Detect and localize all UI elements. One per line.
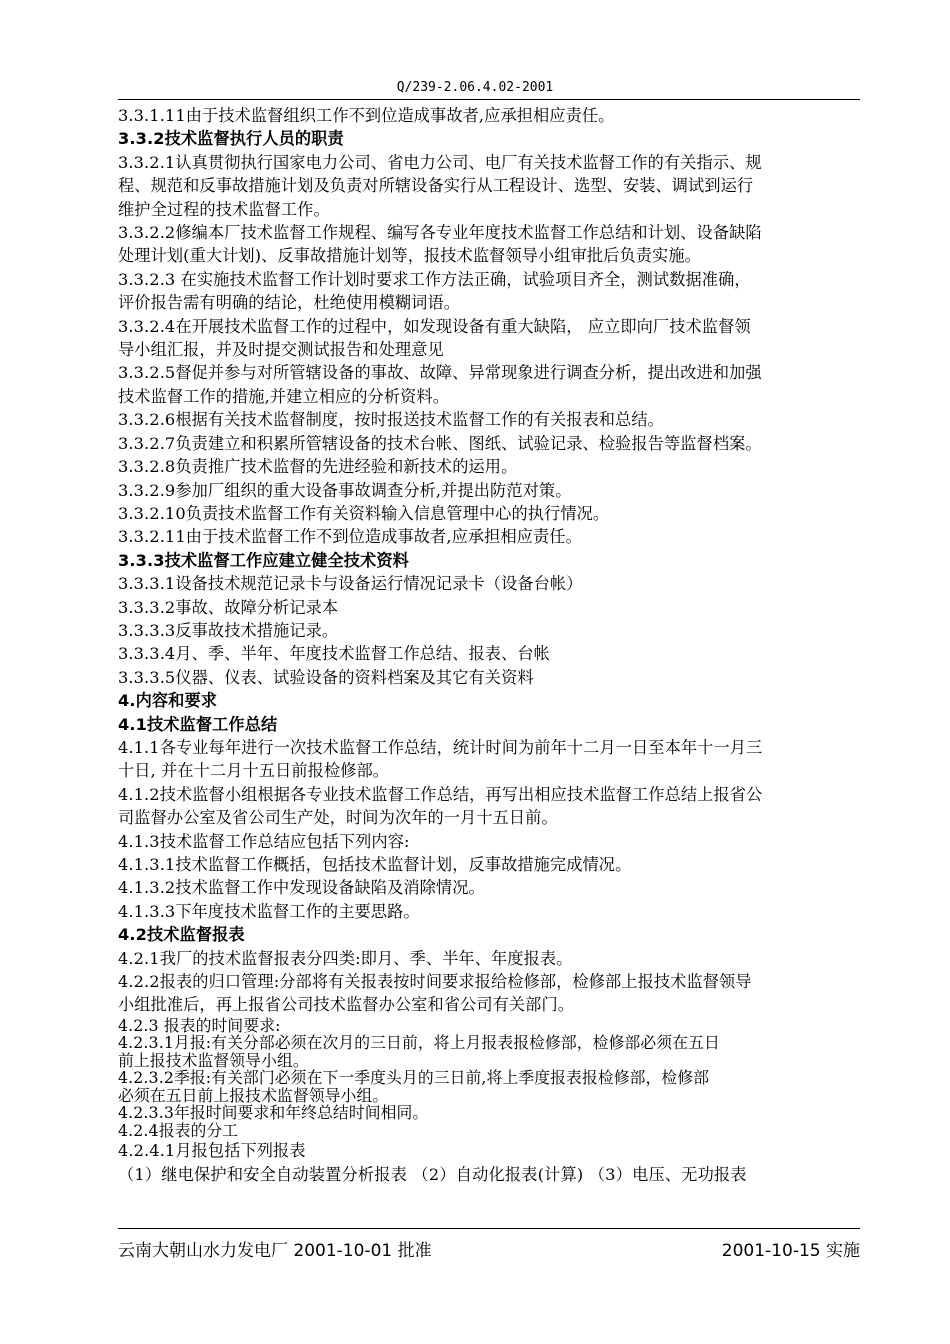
- paragraph-line: 程、规范和反事故措施计划及负责对所辖设备实行从工程设计、选型、安装、调试到运行: [118, 176, 754, 196]
- paragraph-line: 技术监督工作的措施,并建立相应的分析资料。: [118, 386, 449, 406]
- paragraph-line: 4.2.3.2季报:有关部门必须在下一季度头月的三日前,将上季度报表报检修部，检修部: [118, 1068, 710, 1088]
- footer-divider: [118, 1228, 860, 1229]
- paragraph-line: 4.2.2报表的归口管理:分部将有关报表按时间要求报给检修部，检修部上报技术监督领导: [118, 972, 752, 992]
- paragraph-line: 3.3.3.4月、季、半年、年度技术监督工作总结、报表、台帐: [118, 644, 550, 664]
- paragraph-line: 4.1.3.1技术监督工作概括，包括技术监督计划，反事故措施完成情况。: [118, 855, 632, 874]
- paragraph-line: 3.3.2.6根据有关技术监督制度，按时报送技术监督工作的有关报表和总结。: [118, 410, 664, 430]
- paragraph-line: 3.3.2.4在开展技术监督工作的过程中，如发现设备有重大缺陷， 应立即向厂技术监督领: [118, 316, 751, 336]
- paragraph-line: 司监督办公室及省公司生产处，时间为次年的一月十五日前。: [118, 808, 558, 828]
- paragraph-line: 评价报告需有明确的结论，杜绝使用模糊词语。: [118, 293, 461, 313]
- effective-date-note: 2001-10-15 实施: [721, 1241, 860, 1261]
- paragraph-line: 3.3.3.3反事故技术措施记录。: [118, 620, 339, 640]
- section-heading: 3.3.2技术监督执行人员的职责: [118, 129, 344, 149]
- paragraph-line: 4.1.3技术监督工作总结应包括下列内容:: [118, 831, 410, 851]
- paragraph-line: 3.3.2.10负责技术监督工作有关资料输入信息管理中心的执行情况。: [118, 503, 610, 523]
- paragraph-line: 3.3.2.11由于技术监督工作不到位造成事故者,应承担相应责任。: [118, 527, 582, 547]
- paragraph-line: 3.3.2.7负责建立和积累所管辖设备的技术台帐、图纸、试验记录、检验报告等监督档案。: [118, 433, 762, 453]
- paragraph-line: 4.1.1各专业每年进行一次技术监督工作总结，统计时间为前年十二月一日至本年十一月三: [118, 737, 763, 757]
- paragraph-line: 3.3.1.11由于技术监督组织工作不到位造成事故者,应承担相应责任。: [118, 106, 615, 125]
- paragraph-line: 3.3.2.3 在实施技术监督工作计划时要求工作方法正确，试验项目齐全，测试数据准确，: [118, 269, 751, 289]
- header-divider: [118, 99, 860, 100]
- section-heading: 3.3.3技术监督工作应建立健全技术资料: [118, 550, 409, 570]
- paragraph-line: 4.2.4.1月报包括下列报表: [118, 1141, 306, 1161]
- paragraph-line: 十日, 并在十二月十五日前报检修部。: [118, 761, 390, 781]
- paragraph-line: 4.2.3.1月报:有关分部必须在次月的三日前，将上月报表报检修部，检修部必须在五日: [118, 1033, 720, 1053]
- paragraph-line: 3.3.3.5仪器、仪表、试验设备的资料档案及其它有关资料: [118, 667, 534, 687]
- document-code: Q/239-2.06.4.02-2001: [396, 80, 554, 95]
- paragraph-line: 必须在五日前上报技术监督领导小组。: [118, 1085, 389, 1105]
- paragraph-line: 3.3.2.1认真贯彻执行国家电力公司、省电力公司、电厂有关技术监督工作的有关指示、规: [118, 152, 762, 172]
- paragraph-line: 4.1.3.2技术监督工作中发现设备缺陷及消除情况。: [118, 878, 485, 898]
- paragraph-line: 4.1.3.3下年度技术监督工作的主要思路。: [118, 901, 420, 921]
- paragraph-line: 3.3.2.9参加厂组织的重大设备事故调查分析,并提出防范对策。: [118, 480, 572, 500]
- paragraph-line: 4.2.4报表的分工: [118, 1120, 239, 1140]
- paragraph-line: 4.2.3.3年报时间要求和年终总结时间相同。: [118, 1103, 429, 1123]
- paragraph-line: 3.3.3.1设备技术规范记录卡与设备运行情况记录卡（设备台帐）: [118, 574, 583, 594]
- paragraph-line: 小组批准后，再上报省公司技术监督办公室和省公司有关部门。: [118, 995, 575, 1015]
- paragraph-line: 导小组汇报，并及时提交测试报告和处理意见: [118, 340, 444, 360]
- paragraph-line: （1）继电保护和安全自动装置分析报表 （2）自动化报表(计算) （3）电压、无功报表: [118, 1164, 747, 1184]
- paragraph-line: 前上报技术监督领导小组。: [118, 1050, 309, 1070]
- paragraph-line: 4.2.1我厂的技术监督报表分四类:即月、季、半年、年度报表。: [118, 948, 573, 968]
- paragraph-line: 3.3.2.2修编本厂技术监督工作规程、编写各专业年度技术监督工作总结和计划、设备缺陷: [118, 223, 762, 243]
- section-heading: 4.2技术监督报表: [118, 925, 245, 945]
- approval-note: 云南大朝山水力发电厂 2001-10-01 批准: [118, 1241, 432, 1261]
- paragraph-line: 4.1.2技术监督小组根据各专业技术监督工作总结，再写出相应技术监督工作总结上报省公: [118, 784, 763, 804]
- document-body: [118, 104, 860, 1186]
- paragraph-line: 3.3.2.5督促并参与对所管辖设备的事故、故障、异常现象进行调查分析，提出改进和加强: [118, 363, 762, 383]
- paragraph-line: 3.3.3.2事故、故障分析记录本: [118, 597, 339, 617]
- section-heading: 4.内容和要求: [118, 691, 218, 711]
- paragraph-line: 3.3.2.8负责推广技术监督的先进经验和新技术的运用。: [118, 457, 518, 477]
- paragraph-line: 处理计划(重大计划)、反事故措施计划等，报技术监督领导小组审批后负责实施。: [118, 246, 701, 266]
- section-heading: 4.1技术监督工作总结: [118, 714, 278, 734]
- paragraph-line: 4.2.3 报表的时间要求:: [118, 1015, 281, 1035]
- paragraph-line: 维护全过程的技术监督工作。: [118, 199, 330, 219]
